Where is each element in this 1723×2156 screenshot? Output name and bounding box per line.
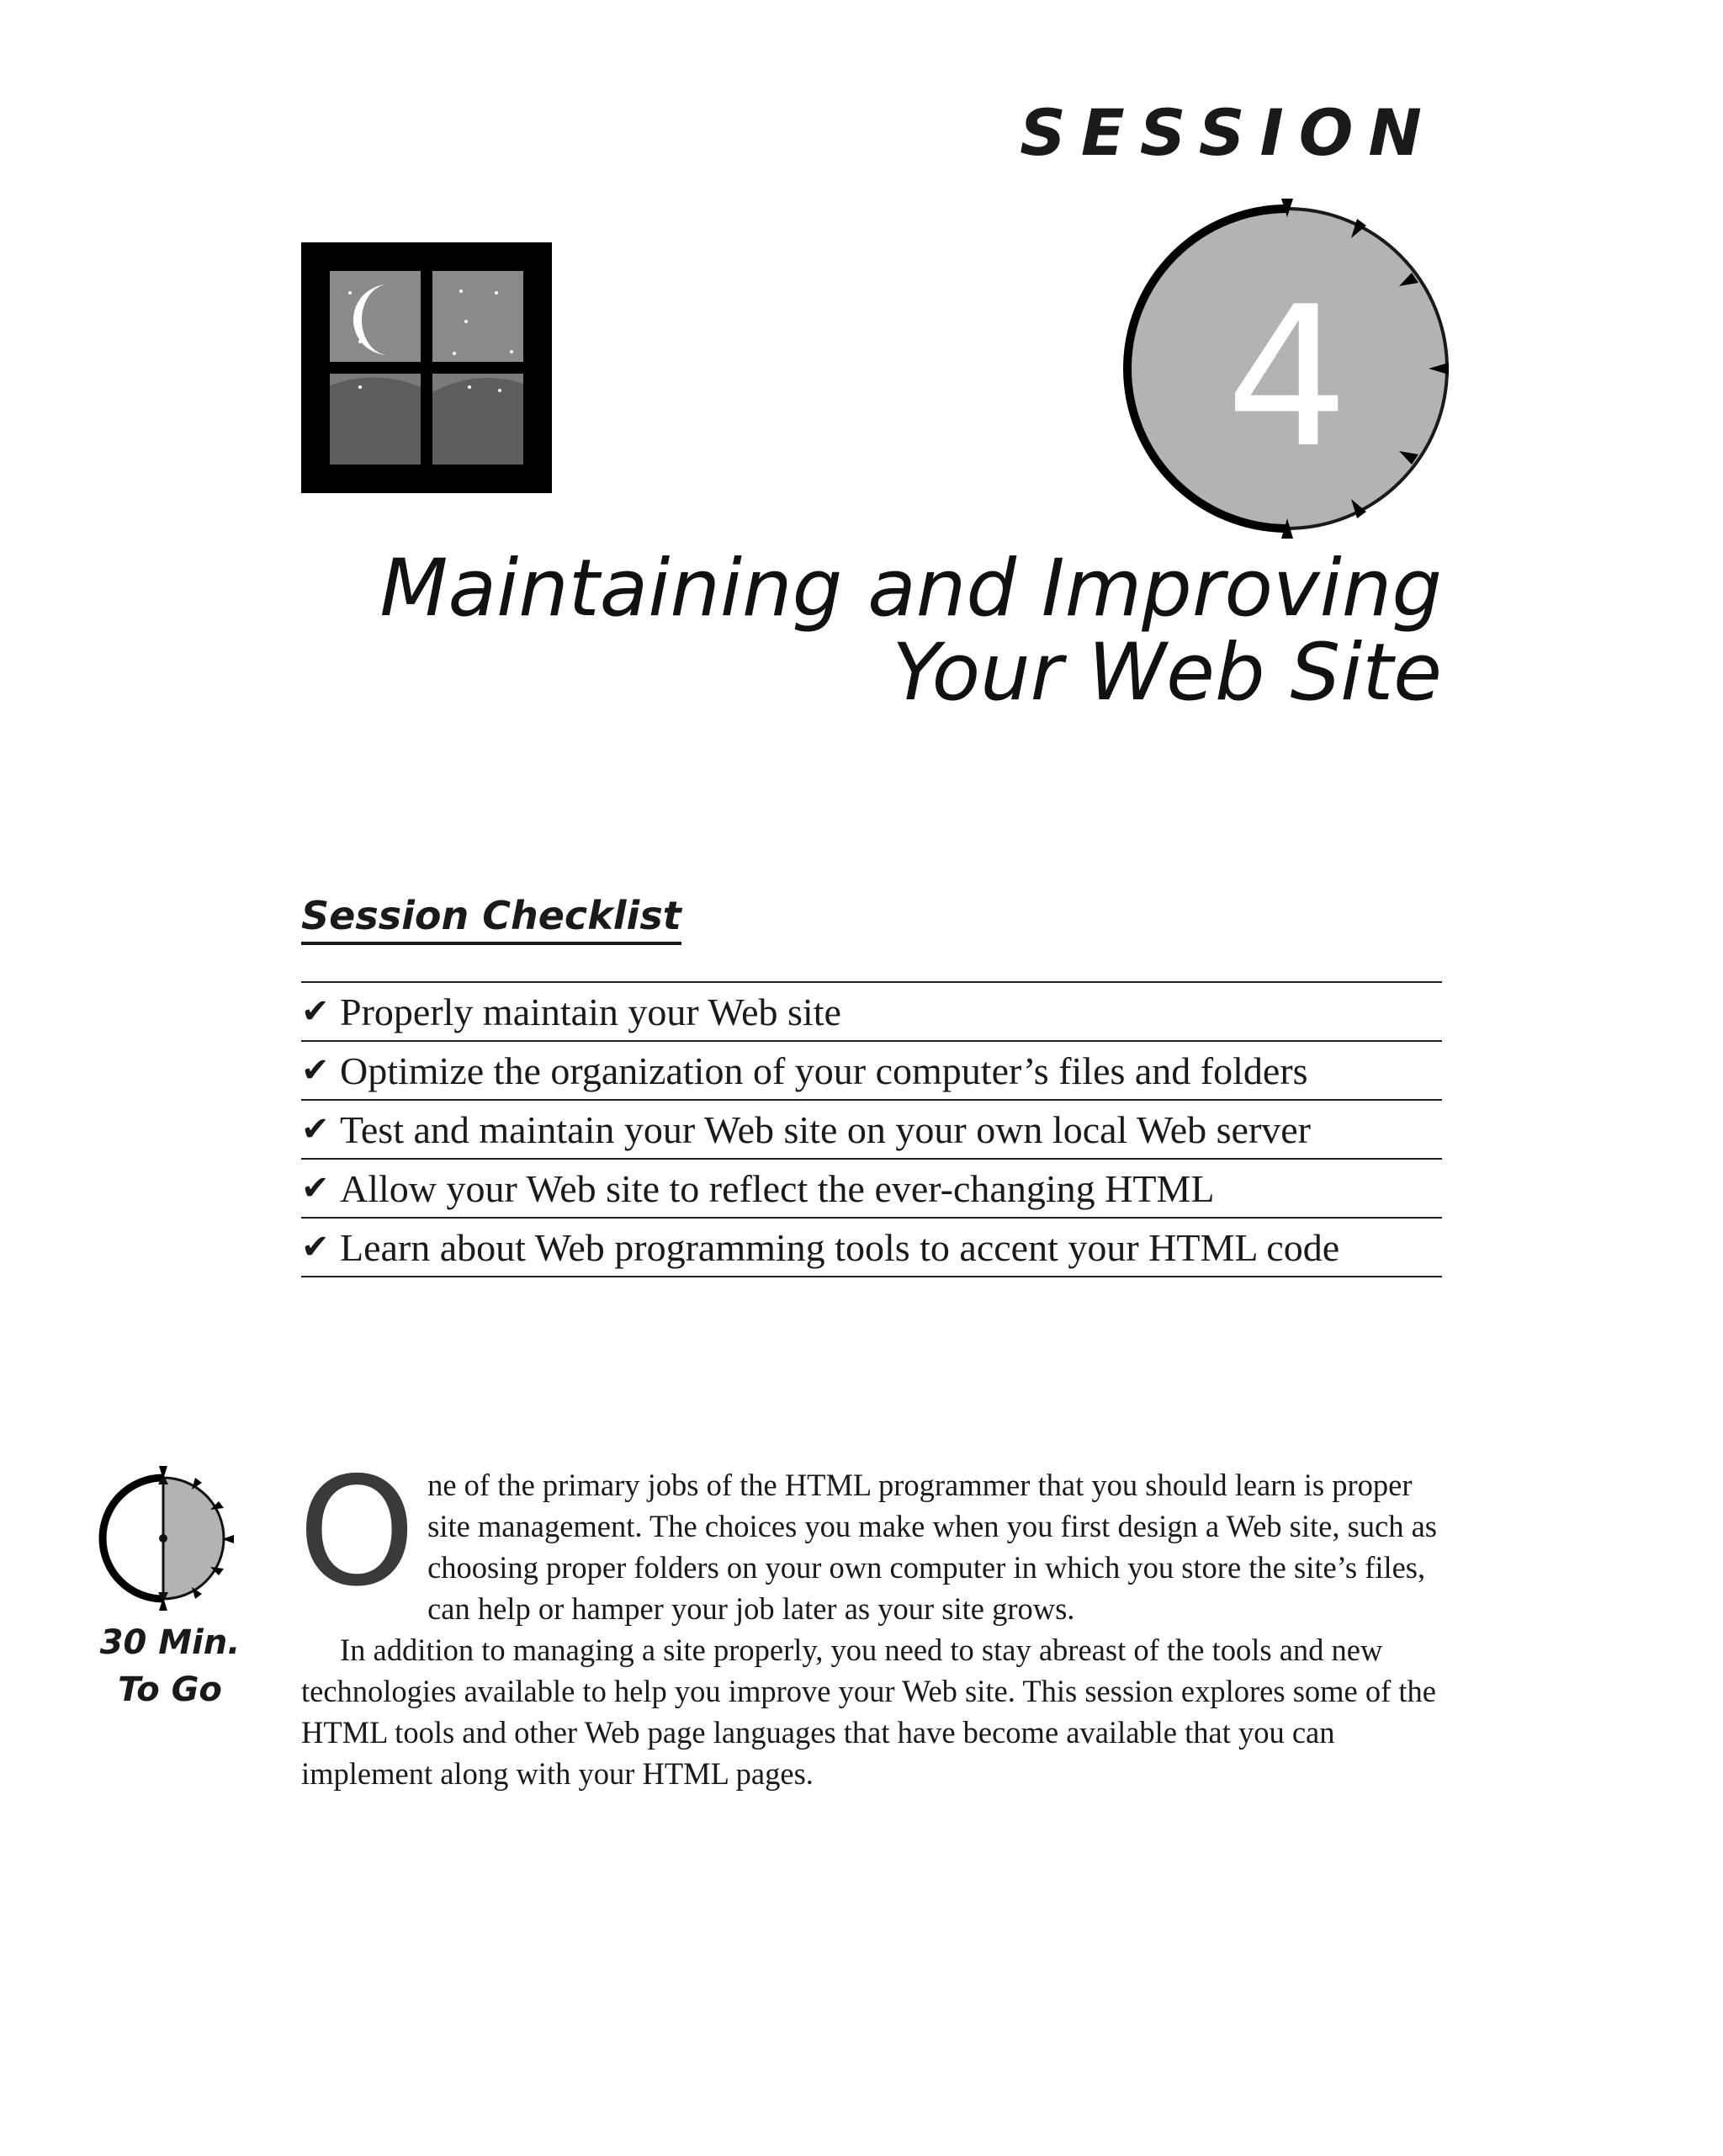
half-clock-icon xyxy=(94,1463,244,1619)
checklist-item xyxy=(301,1101,1442,1160)
check-icon: ✔ xyxy=(301,1169,330,1208)
paragraph-1 xyxy=(298,1445,1442,1629)
body-text xyxy=(298,1445,1442,1794)
checklist-item xyxy=(301,1042,1442,1101)
chapter-title-line-2: Your Web Site xyxy=(892,627,1442,719)
checklist-item-text: Properly maintain your Web site xyxy=(340,990,841,1033)
checklist-item xyxy=(301,1160,1442,1219)
checklist-item-text: Optimize the organization of your computer’s files and folders xyxy=(340,1049,1308,1092)
checklist-item xyxy=(301,1219,1442,1277)
time-remaining-label xyxy=(81,1619,259,1713)
session-checklist xyxy=(301,981,1442,1277)
drop-cap: O xyxy=(298,1445,416,1619)
checklist-heading: Session Checklist xyxy=(301,894,681,945)
session-clock-icon xyxy=(1111,192,1464,545)
checklist-item-text: Allow your Web site to reflect the ever-changing HTML xyxy=(340,1166,1215,1210)
checklist-item-text: Test and maintain your Web site on your own local Web server xyxy=(340,1107,1311,1151)
check-icon: ✔ xyxy=(301,992,330,1031)
checklist-item-text: Learn about Web programming tools to accent your HTML code xyxy=(340,1225,1340,1269)
check-icon: ✔ xyxy=(301,1051,330,1090)
chapter-title xyxy=(264,543,1442,719)
session-label: SESSION xyxy=(1020,95,1437,170)
check-icon: ✔ xyxy=(301,1228,330,1267)
time-remaining-line-1: 30 Min. xyxy=(99,1623,241,1662)
chapter-title-line-1: Maintaining and Improving xyxy=(379,543,1442,635)
check-icon: ✔ xyxy=(301,1110,330,1149)
time-remaining-line-2: To Go xyxy=(118,1670,222,1709)
paragraph-2: In addition to managing a site properly, you need to stay abreast of the tools and new technologies available to help you improve your Web site. This session explores some of the HTML tools and other Web page languages that have become available that you can implement along with your HTML pages. xyxy=(301,1633,1436,1791)
checklist-item xyxy=(301,983,1442,1042)
night-window-icon xyxy=(301,242,552,493)
session-number: 4 xyxy=(1225,266,1349,491)
paragraph-1-text: ne of the primary jobs of the HTML programmer that you should learn is proper site management. The choices you make when you first design a Web site, such as choosing proper folders on your own computer in which you store the site’s files, can help or hamper your job later as your site grows. xyxy=(427,1468,1438,1626)
